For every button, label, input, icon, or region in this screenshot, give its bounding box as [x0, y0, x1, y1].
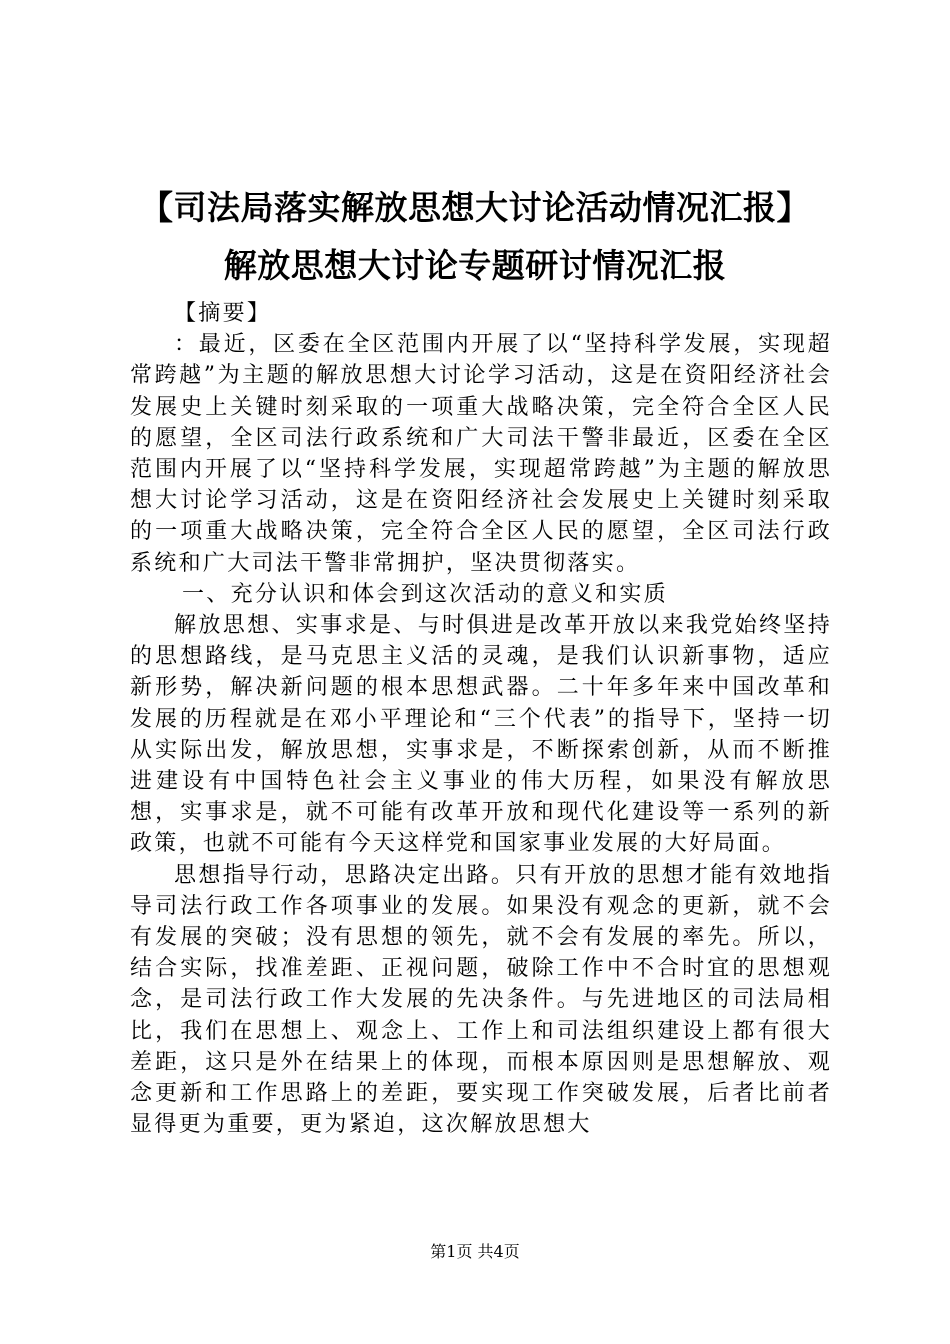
- body-paragraph-2: 思想指导行动，思路决定出路。只有开放的思想才能有效地指导司法行政工作各项事业的发展。如果没有观念的更新，就不会有发展的突破；没有思想的领先，就不会有发展的率先。所以，结合实际，找准差距、正视问题，破除工作中不合时宜的思想观念，是司法行政工作大发展的先决条件。与先进地区的司法局相比，我们在思想上、观念上、工作上和司法组织建设上都有很大差距，这只是外在结果上的体现，而根本原因则是思想解放、观念更新和工作思路上的差距，要实现工作突破发展，后者比前者显得更为重要，更为紧迫，这次解放思想大: [130, 862, 832, 1138]
- body-paragraph-1: 解放思想、实事求是、与时俱进是改革开放以来我党始终坚持的思想路线，是马克思主义活的灵魂，是我们认识新事物，适应新形势，解决新问题的根本思想武器。二十年多年来中国改革和发展的历程就是在邓小平理论和“三个代表”的指导下，坚持一切从实际出发，解放思想，实事求是，不断探索创新，从而不断推进建设有中国特色社会主义事业的伟大历程，如果没有解放思想，实事求是，就不可能有改革开放和现代化建设等一系列的新政策，也就不可能有今天这样党和国家事业发展的大好局面。: [130, 613, 832, 857]
- document-title-line-2: 解放思想大讨论专题研讨情况汇报: [223, 246, 727, 285]
- section-heading-1: 一、充分认识和体会到这次活动的意义和实质: [182, 581, 669, 607]
- page-footer: 第1页 共4页: [430, 1242, 520, 1261]
- abstract-paragraph: ：最近，区委在全区范围内开展了以“坚持科学发展，实现超常跨越”为主题的解放思想大讨论学习活动，这是在资阳经济社会发展史上关键时刻采取的一项重大战略决策，完全符合全区人民的愿望，全区司法行政系统和广大司法干警非最近，区委在全区范围内开展了以“坚持科学发展，实现超常跨越”为主题的解放思想大讨论学习活动，这是在资阳经济社会发展史上关键时刻采取的一项重大战略决策，完全符合全区人民的愿望，全区司法行政系统和广大司法干警非常拥护，坚决贯彻落实。: [130, 332, 832, 576]
- document-body: [130, 298, 832, 1140]
- abstract-label: 【摘要】: [174, 301, 272, 326]
- document-title-line-1: 【司法局落实解放思想大讨论活动情况汇报】: [140, 188, 810, 227]
